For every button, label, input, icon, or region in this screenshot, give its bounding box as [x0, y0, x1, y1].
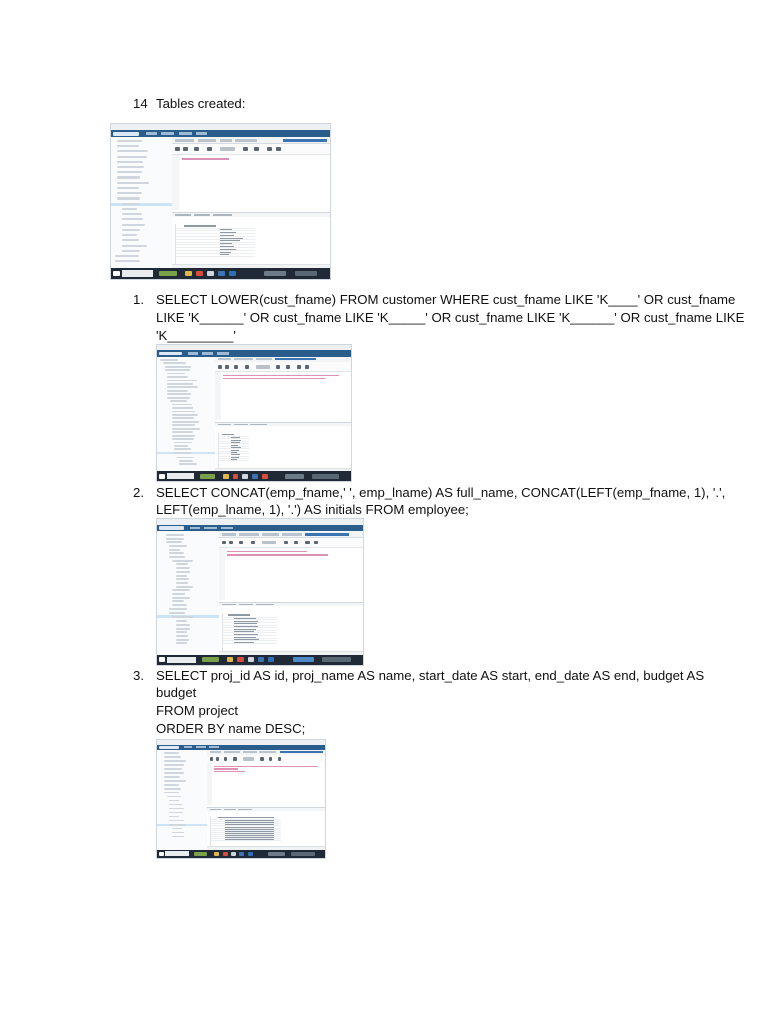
embedded-screenshot-query-2	[156, 518, 364, 666]
pgadmin-logo-icon	[159, 352, 182, 356]
object-browser-tree	[111, 137, 173, 268]
heading-number: 14	[133, 96, 148, 111]
query-2-line-2: LEFT(emp_lname, 1), '.') AS initials FROM employee;	[156, 502, 469, 517]
pgadmin-logo-icon	[159, 746, 179, 749]
query-3-line-1: SELECT proj_id AS id, proj_name AS name, start_date AS start, end_date AS end, budget AS	[156, 668, 705, 683]
embedded-screenshot-query-1	[156, 344, 352, 482]
query-1-line-1: SELECT LOWER(cust_fname) FROM customer WHERE cust_fname LIKE 'K____' OR cust_fname	[156, 292, 736, 307]
query-1-line-2: LIKE 'K______' OR cust_fname LIKE 'K_____' OR cust_fname LIKE 'K______' OR cust_fname LIKE	[156, 310, 745, 325]
query-3-line-4: ORDER BY name DESC;	[156, 721, 306, 736]
query-2-line-1: SELECT CONCAT(emp_fname,' ', emp_lname) AS full_name, CONCAT(LEFT(emp_fname, 1), '.',	[156, 485, 726, 500]
list-item-number: 1.	[133, 292, 144, 307]
query-3-line-2: budget	[156, 685, 197, 700]
query-1-line-3: 'K_________'	[156, 328, 236, 343]
windows-taskbar	[111, 268, 330, 279]
list-item-number: 3.	[133, 668, 144, 683]
pgadmin-logo-icon	[113, 132, 139, 136]
query-3-line-3: FROM project	[156, 703, 239, 718]
embedded-screenshot-query-3	[156, 739, 326, 859]
list-item-number: 2.	[133, 485, 144, 500]
heading-text: Tables created:	[156, 96, 246, 111]
pgadmin-logo-icon	[159, 526, 184, 530]
embedded-screenshot-tables-created	[110, 123, 331, 280]
